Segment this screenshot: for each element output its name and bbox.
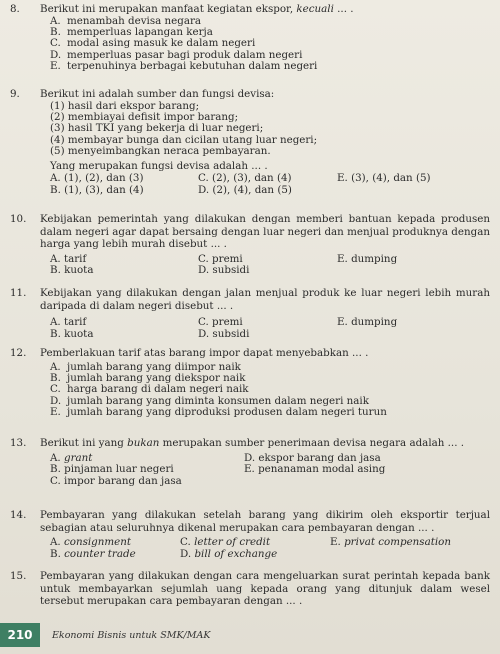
options-row-2 (50, 184, 490, 196)
options-row-1 (50, 452, 490, 464)
option-e: E. terpenuhinya berbagai kebutuhan dalam negeri (50, 60, 318, 73)
options-row-1 (50, 316, 490, 328)
option-d: D. jumlah barang yang diminta konsumen dalam negeri naik (50, 394, 369, 407)
question-text: Pembayaran yang dilakukan setelah barang yang dikirim oleh eksportir terjual sebagian atau seluruhnya dikenal merupakan cara pembayaran dengan ... . (40, 509, 490, 534)
option-e: E. jumlah barang yang diproduksi produsen dalam negeri turun (50, 406, 387, 419)
options-row-2 (50, 548, 490, 560)
option-c: C. premi (198, 252, 243, 265)
option-b: B. jumlah barang yang diekspor naik (50, 371, 246, 384)
question-text: Berikut ini adalah sumber dan fungsi devisa: (40, 88, 275, 100)
option-a: A. consignment (50, 536, 132, 549)
option-d: D. subsidi (198, 264, 250, 277)
question-number: 8. (10, 3, 20, 15)
question-number: 9. (10, 88, 20, 100)
option-d: D. bill of exchange (180, 547, 278, 560)
question-text: Berikut ini yang bukan merupakan sumber penerimaan devisa negara adalah ... . (40, 437, 465, 449)
statement-3: (3) hasil TKI yang bekerja di luar negeri; (50, 122, 264, 135)
option-b: B. counter trade (50, 547, 136, 560)
question-15 (10, 570, 490, 608)
option-e: E. (3), (4), dan (5) (337, 171, 431, 184)
question-number: 13. (10, 437, 27, 449)
statement-2: (2) membiayai defisit impor barang; (50, 110, 239, 123)
option-c: C. letter of credit (180, 536, 271, 549)
question-text: Berikut ini merupakan manfaat kegiatan ekspor, kecuali ... . (40, 3, 354, 15)
option-a: A. jumlah barang yang diimpor naik (50, 360, 241, 373)
options-row-1 (50, 536, 490, 548)
question-number: 10. (10, 213, 27, 225)
option-b: B. memperluas lapangan kerja (50, 25, 213, 38)
question-number: 11. (10, 287, 27, 299)
question-14 (10, 509, 490, 559)
option-c: C. premi (198, 316, 243, 329)
question-11 (10, 287, 490, 339)
statement-5: (5) menyeimbangkan neraca pembayaran. (50, 145, 271, 158)
question-prompt: Yang merupakan fungsi devisa adalah ... . (50, 159, 268, 172)
option-a: A. (1), (2), dan (3) (50, 171, 144, 184)
option-b: B. kuota (50, 327, 94, 340)
option-d: D. memperluas pasar bagi produk dalam negeri (50, 48, 303, 61)
question-9 (10, 88, 490, 195)
question-12 (10, 347, 490, 419)
question-text: Pemberlakuan tarif atas barang impor dapat menyebabkan ... . (40, 347, 369, 359)
options-row-3 (50, 475, 490, 487)
option-b: B. kuota (50, 264, 94, 277)
option-d: D. (2), (4), dan (5) (198, 183, 292, 196)
page-number: 210 (0, 623, 40, 647)
option-a: A. tarif (50, 316, 87, 329)
option-c: C. harga barang di dalam negeri naik (50, 383, 249, 396)
page-footer (0, 622, 500, 648)
statement-1: (1) hasil dari ekspor barang; (50, 99, 200, 112)
option-d: D. subsidi (198, 327, 250, 340)
option-d: D. ekspor barang dan jasa (244, 451, 381, 464)
option-c: C. (2), (3), dan (4) (198, 171, 292, 184)
book-title: Ekonomi Bisnis untuk SMK/MAK (52, 629, 211, 641)
option-c: C. modal asing masuk ke dalam negeri (50, 37, 256, 50)
option-e: E. penanaman modal asing (244, 463, 386, 476)
question-number: 15. (10, 570, 27, 582)
option-e: E. dumping (337, 316, 398, 329)
options-row-2 (50, 463, 490, 475)
question-text: Kebijakan pemerintah yang dilakukan dengan memberi bantuan kepada produsen dalam negeri agar dapat bersaing dengan luar negeri dan menjual produknya dengan harga yang lebih murah disebut ... . (40, 213, 490, 251)
option-e: E. privat compensation (330, 536, 451, 549)
statement-4: (4) membayar bunga dan cicilan utang luar negeri; (50, 133, 318, 146)
options-row-1 (50, 172, 490, 184)
question-text: Kebijakan yang dilakukan dengan jalan menjual produk ke luar negeri lebih murah daripada di dalam negeri disebut ... . (40, 287, 490, 312)
option-e: E. dumping (337, 252, 398, 265)
question-10 (10, 213, 490, 276)
question-8 (10, 3, 490, 73)
option-a: A. grant (50, 451, 93, 464)
question-number: 14. (10, 509, 27, 521)
option-a: A. tarif (50, 252, 87, 265)
options-row-1 (50, 253, 490, 265)
question-13 (10, 437, 490, 486)
option-b: B. (1), (3), dan (4) (50, 183, 144, 196)
option-b: B. pinjaman luar negeri (50, 463, 174, 476)
options-row-2 (50, 328, 490, 340)
option-a: A. menambah devisa negara (50, 14, 202, 27)
option-c: C. impor barang dan jasa (50, 474, 182, 487)
question-text: Pembayaran yang dilakukan dengan cara mengeluarkan surat perintah kepada bank untuk membayarkan sejumlah uang kepada orang yang ditunjuk dalam wesel tersebut merupakan cara pembayaran dengan ... . (40, 570, 490, 608)
options-row-2 (50, 264, 490, 276)
question-number: 12. (10, 347, 27, 359)
